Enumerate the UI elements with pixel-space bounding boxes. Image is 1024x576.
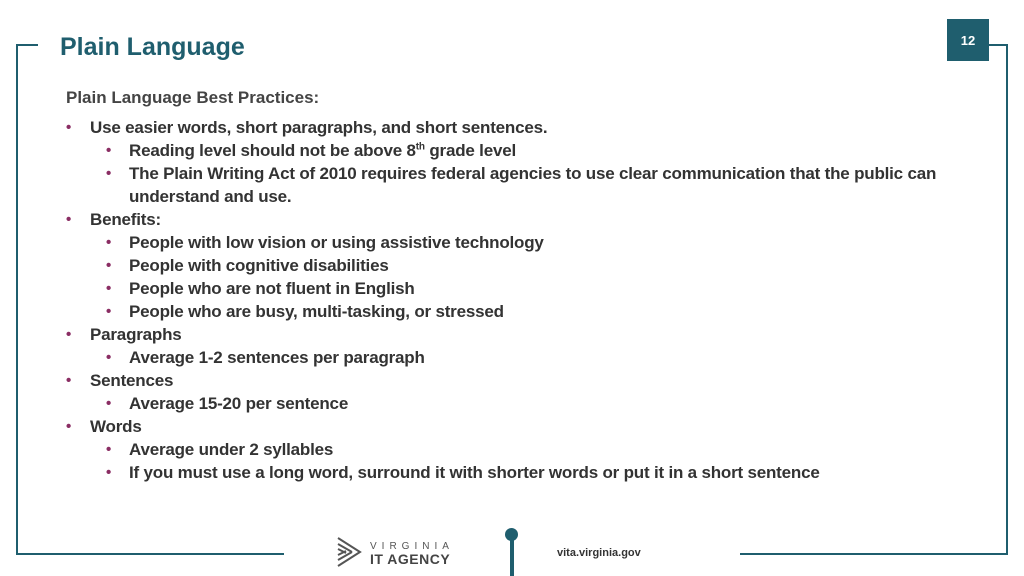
bullet-dot-icon: • [106, 234, 112, 251]
bullet-subitem: • People with low vision or using assistive technology [106, 233, 544, 252]
bullet-item: • Use easier words, short paragraphs, and short sentences. [66, 118, 548, 137]
bullet-subitem: • Average 1-2 sentences per paragraph [106, 348, 425, 367]
bullet-dot-icon: • [106, 142, 112, 159]
bullet-list [66, 116, 966, 484]
bullet-subitem: • People who are not fluent in English [106, 279, 415, 298]
bullet-item: • Words [66, 417, 142, 436]
map-pin-head [505, 528, 518, 541]
bullet-dot-icon: • [106, 349, 112, 366]
bullet-item: • Sentences [66, 371, 174, 390]
footer-url: vita.virginia.gov [557, 547, 641, 559]
logo-text-it-agency: IT AGENCY [370, 551, 451, 567]
page-number-badge: 12 [947, 19, 989, 61]
bullet-dot-icon: • [66, 119, 72, 136]
bullet-dot-icon: • [66, 211, 72, 228]
bullet-subitem: • If you must use a long word, surround it with shorter words or put it in a short sentence [106, 463, 820, 482]
bullet-dot-icon: • [106, 464, 112, 481]
bullet-item: • Benefits: [66, 210, 161, 229]
chevron-stripes-icon [336, 534, 366, 570]
frame-bottom-right-line [740, 553, 1008, 555]
frame-left-line [16, 44, 18, 555]
bullet-dot-icon: • [106, 165, 112, 182]
bullet-subitem: • Reading level should not be above 8th grade level [106, 141, 516, 160]
bullet-dot-icon: • [106, 395, 112, 412]
bullet-dot-icon: • [106, 257, 112, 274]
bullet-subitem: • Average 15-20 per sentence [106, 394, 349, 413]
bullet-dot-icon: • [106, 280, 112, 297]
frame-top-left-line [16, 44, 38, 46]
bullet-subitem: • People who are busy, multi-tasking, or stressed [106, 302, 504, 321]
logo-text-virginia: VIRGINIA [370, 541, 454, 552]
bullet-subitem: • The Plain Writing Act of 2010 requires federal agencies to use clear communication that the public can understand and use. [106, 164, 937, 206]
bullet-dot-icon: • [66, 372, 72, 389]
bullet-subitem: • People with cognitive disabilities [106, 256, 389, 275]
bullet-dot-icon: • [66, 418, 72, 435]
bullet-dot-icon: • [106, 441, 112, 458]
frame-bottom-left-line [16, 553, 284, 555]
map-pin-icon [510, 536, 514, 576]
bullet-item: • Paragraphs [66, 325, 182, 344]
slide-title: Plain Language [60, 33, 245, 61]
bullet-dot-icon: • [106, 303, 112, 320]
slide-subtitle: Plain Language Best Practices: [66, 88, 320, 107]
bullet-subitem: • Average under 2 syllables [106, 440, 334, 459]
frame-right-line [1006, 44, 1008, 555]
bullet-dot-icon: • [66, 326, 72, 343]
